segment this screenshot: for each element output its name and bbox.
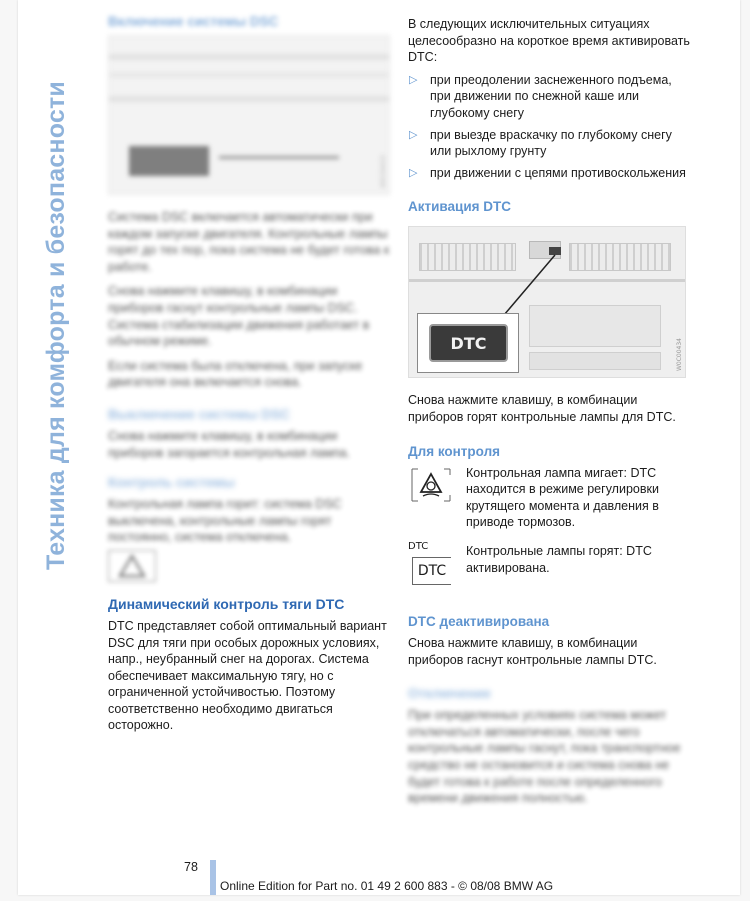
- lamp-row-flashing: [408, 465, 690, 531]
- situation-list: [408, 72, 690, 182]
- paragraph: Если система была отключена, при запуске двигателя она включается снова.: [108, 358, 363, 390]
- list-item: ▷ при выезде враскачку по глубокому снегу или рыхлому грунту: [409, 127, 672, 159]
- paragraph: Снова нажмите клавишу, в комбинации приборов загорается контрольная лампа.: [108, 428, 351, 460]
- intro-text: В следующих исключительных ситуациях целесообразно на короткое время активировать DTC:: [408, 17, 690, 65]
- edition-footer: Online Edition for Part no. 01 49 2 600 883 - © 08/08 BMW AG: [220, 879, 554, 893]
- deactivated-text: Снова нажмите клавишу, в комбинации приборов гаснут контрольные лампы DTC.: [408, 636, 657, 667]
- lamp-description: Контрольная лампа мигает: DTC находится в режиме регулировки крутящего момента и давления в приводе тормозов.: [466, 465, 659, 530]
- manual-page: [18, 0, 740, 895]
- paragraph: Система DSC включается автоматически при каждом запуске двигателя. Контрольные лампы горят до тех пор, пока система не будет готова к работе.: [108, 210, 390, 274]
- right-column: [408, 10, 690, 807]
- warning-lamp-icon: [108, 550, 156, 582]
- dsc-text-block: [108, 209, 390, 391]
- left-column: [108, 10, 390, 734]
- section-title-dtc: Динамический контроль тяги DTC: [108, 595, 345, 612]
- chapter-side-title: Техника для комфорта и безопасности: [42, 81, 70, 570]
- activation-text: Снова нажмите клавишу, в комбинации приборов горят контрольные лампы для DTC.: [408, 393, 676, 424]
- section-title-control: Контроль системы: [108, 475, 235, 491]
- illustration-code: W0C00434: [676, 338, 683, 372]
- footer-accent-bar: [210, 860, 216, 895]
- dtc-illustration: [408, 226, 686, 378]
- paragraph: Контрольная лампа горит: система DSC выключена, контрольные лампы горят постоянно, система отключена.: [108, 497, 342, 545]
- list-item: ▷ при преодолении заснеженного подъема, при движении по снежной каше или глубокому снегу: [409, 72, 672, 120]
- paragraph: Снова нажмите клавишу, в комбинации приборов гаснут контрольные лампы DSC. Система стабилизации движения работает в обычном режиме.: [108, 284, 370, 349]
- list-item: ▷ при движении с цепями противоскольжения: [409, 165, 686, 180]
- section-title-last: Отключение: [408, 686, 491, 702]
- section-title-deactivated: DTC деактивирована: [408, 614, 550, 630]
- dtc-lamp-icon: [408, 540, 454, 591]
- section-title-dsc-off: Выключение системы DSC: [108, 406, 290, 422]
- triangle-bullet-icon: ▷: [409, 166, 418, 179]
- dsc-button-shape: [129, 146, 209, 176]
- triangle-bullet-icon: ▷: [409, 73, 418, 86]
- paragraph: При определенных условиях система может отключаться автоматически, после чего контрольные лампы гаснут, пока транспортное средство не остановится и система снова не будет готова к работе после определенного времени движения полностью.: [408, 708, 681, 806]
- section-title-control-lamps: Для контроля: [408, 443, 501, 459]
- dtc-description: DTC представляет собой оптимальный вариант DSC для тяги при особых дорожных условиях, напр., неубранный снег на дорогах. Система обеспечивает максимальную тягу, но с ограниченной устойчивостью. Поэтому соответственно необходимо двигаться осторожно.: [108, 618, 387, 733]
- section-title-dsc-on: Включение системы DSC: [108, 14, 279, 29]
- dsc-illustration: [108, 35, 390, 195]
- dtc-button-graphic: DTC: [429, 324, 508, 362]
- traction-warning-icon: [408, 465, 454, 507]
- dtc-lamp-label: DTC: [412, 557, 451, 585]
- triangle-bullet-icon: ▷: [409, 128, 418, 141]
- section-title-activation: Активация DTC: [408, 199, 512, 215]
- lamp-description: Контрольные лампы горят: DTC активирована.: [466, 543, 652, 575]
- illustration-code: W0C00433: [380, 154, 387, 188]
- lamp-row-lit: [408, 540, 690, 579]
- page-number: 78: [184, 860, 198, 874]
- dtc-lamp-small-label: DTC: [408, 540, 429, 552]
